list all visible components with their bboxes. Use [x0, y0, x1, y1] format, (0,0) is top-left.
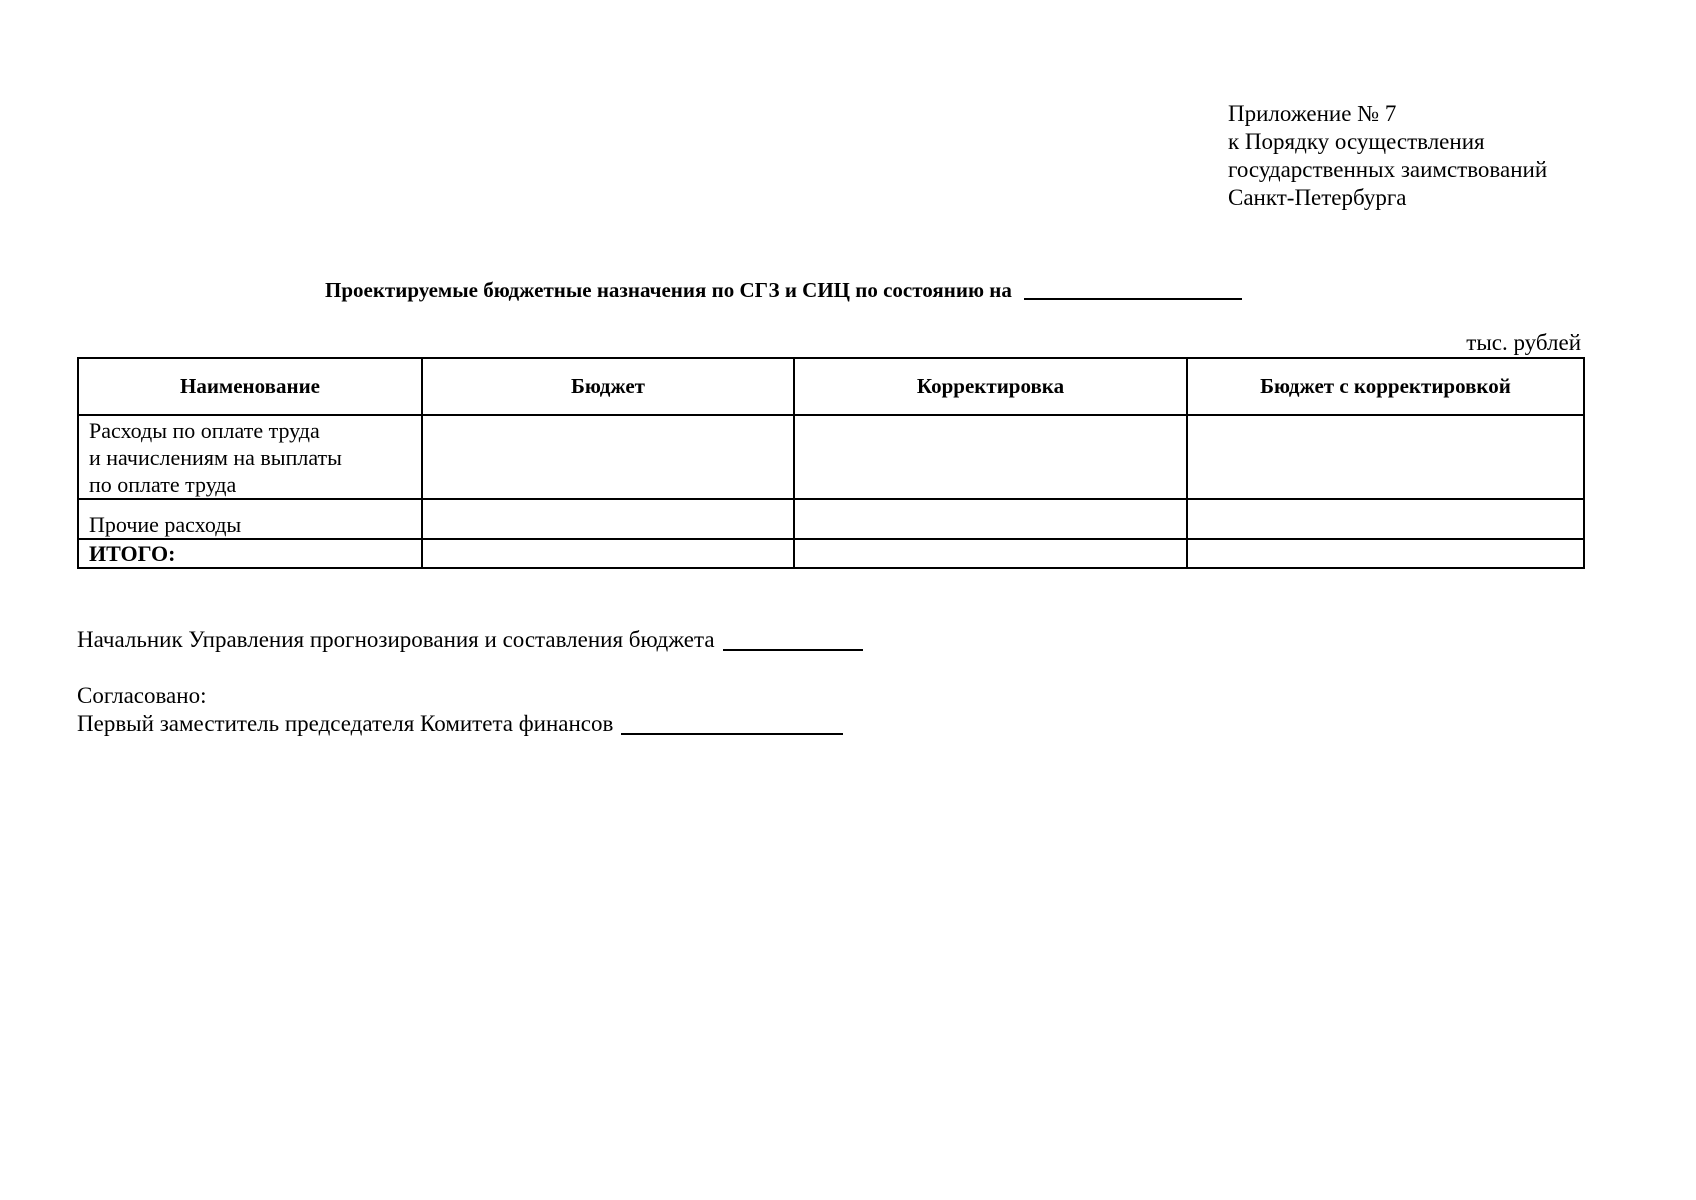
header-budget-with-correction: Бюджет с корректировкой [1187, 358, 1584, 415]
units-label: тыс. рублей [1466, 330, 1581, 355]
correction-cell[interactable] [794, 415, 1187, 499]
row-name-cell [78, 499, 422, 539]
row-name-line: и начислениям на выплаты [89, 445, 342, 470]
row-name-line: Прочие расходы [89, 512, 242, 537]
correction-total-cell[interactable] [794, 539, 1187, 568]
budget-cell[interactable] [422, 499, 794, 539]
deputy-signature-label: Первый заместитель председателя Комитета финансов [77, 711, 614, 736]
table-row [78, 415, 1584, 499]
budget-with-correction-cell[interactable] [1187, 499, 1584, 539]
deputy-signature-blank[interactable] [621, 733, 843, 735]
form-title: Проектируемые бюджетные назначения по СГЗ и СИЦ по состоянию на [325, 278, 1012, 302]
table-row-total [78, 539, 1584, 568]
budget-table [77, 357, 1585, 569]
approved-label: Согласовано: [77, 683, 207, 708]
appendix-line: к Порядку осуществления [1228, 129, 1485, 154]
head-signature-line [77, 626, 863, 654]
row-name-line: Расходы по оплате труда [89, 418, 320, 443]
head-signature-label: Начальник Управления прогнозирования и составления бюджета [77, 627, 715, 652]
appendix-line: Приложение № 7 [1228, 101, 1397, 126]
row-name-cell [78, 415, 422, 499]
header-correction: Корректировка [794, 358, 1187, 415]
form-title-row [325, 274, 1242, 304]
date-blank-field[interactable] [1024, 298, 1242, 300]
correction-cell[interactable] [794, 499, 1187, 539]
deputy-signature-line [77, 710, 843, 738]
budget-cell[interactable] [422, 415, 794, 499]
budget-total-cell[interactable] [422, 539, 794, 568]
budget-with-correction-total-cell[interactable] [1187, 539, 1584, 568]
budget-with-correction-cell[interactable] [1187, 415, 1584, 499]
head-signature-blank[interactable] [723, 649, 863, 651]
total-label-cell [78, 539, 422, 568]
row-name-line: по оплате труда [89, 472, 237, 497]
table-header-row [78, 358, 1584, 415]
appendix-note [1228, 100, 1547, 212]
header-budget: Бюджет [422, 358, 794, 415]
appendix-line: Санкт-Петербурга [1228, 185, 1407, 210]
appendix-line: государственных заимствований [1228, 157, 1548, 182]
table-row [78, 499, 1584, 539]
total-label: ИТОГО: [89, 541, 176, 566]
header-name: Наименование [78, 358, 422, 415]
